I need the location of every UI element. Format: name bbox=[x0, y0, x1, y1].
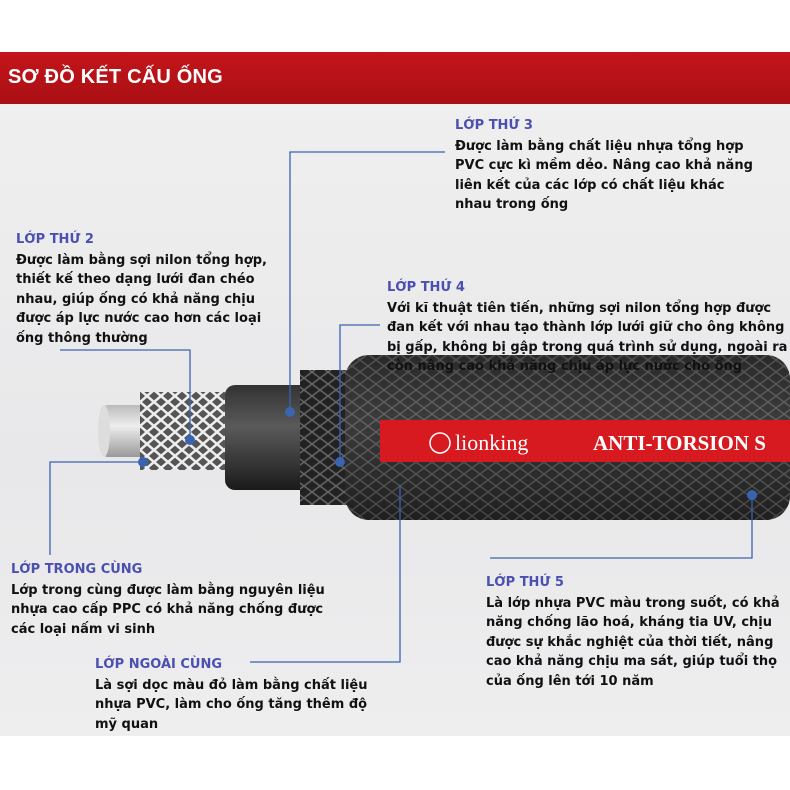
note-layer3: LỚP THỨ 3 Được làm bằng chất liệu nhựa tổng hợp PVC cực kì mềm dẻo. Nâng cao khả năng liên kết của các lớp có chất liệu khác nhau trong ống bbox=[455, 118, 753, 212]
hose-label: ANTI-TORSION S bbox=[593, 431, 766, 455]
note-layer2: LỚP THỨ 2 Được làm bằng sợi nilon tổng hợp, thiết kế theo dạng lưới đan chéo nhau, giúp ống có khả năng chịu được áp lực nước cao hơn các loại ống thông thường bbox=[16, 232, 267, 346]
note-inner: LỚP TRONG CÙNG Lớp trong cùng được làm bằng nguyên liệu nhựa cao cấp PPC có khả năng chống được các loại nấm vi sinh bbox=[11, 562, 325, 637]
hose-brand: lionking bbox=[455, 430, 529, 455]
note-outer: LỚP NGOÀI CÙNG Là sợi dọc màu đỏ làm bằng chất liệu nhựa PVC, làm cho ống tăng thêm độ mỹ quan bbox=[95, 657, 368, 732]
note-layer5: LỚP THỨ 5 Là lớp nhựa PVC màu trong suốt, có khả năng chống lão hoá, kháng tia UV, chịu được sự khắc nghiệt của thời tiết, nâng cao khả năng chịu ma sát, giúp tuổi thọ của ống lên tới 10 năm bbox=[486, 575, 780, 689]
note-layer4: LỚP THỨ 4 Với kĩ thuật tiên tiến, những sợi nilon tổng hợp được đan kết với nhau tạo thành lớp lưới giữ cho ông không bị gấp, không bị gập trong quá trình sử dụng, ngoài ra còn nâng cao khả năng chịu áp lực nước cho ống bbox=[387, 280, 788, 374]
page-title: SƠ ĐỒ KẾT CẤU ỐNG bbox=[8, 66, 223, 88]
nylon-mesh-layer bbox=[140, 392, 235, 470]
